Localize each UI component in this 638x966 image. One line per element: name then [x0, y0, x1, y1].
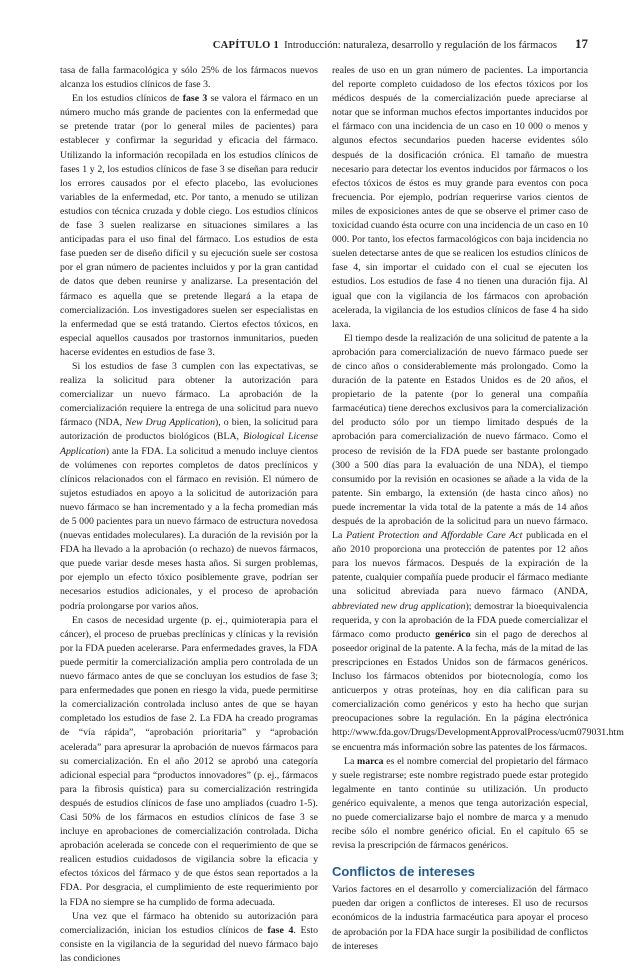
left-column — [60, 64, 318, 966]
term-italic: Patient Protection and Affordable Care Act — [346, 530, 523, 542]
paragraph: El tiempo desde la realización de una solicitud de patente a la aprobación para comercialización de nuevo fármaco puede ser de cinco años o considerablemente más prolongado. Como la duración de la patente en Estados Unidos es de 20 años, el propietario de la patente (por lo general una compañía farmacéutica) tiene derechos exclusivos para la comercialización del producto sólo por un tiempo limitado después de la aprobación para comercialización de nuevo fármaco. Como el proceso de revisión de la FDA puede ser bastante prolongado (300 a 500 días para la evaluación de una NDA), el tiempo consumido por la revisión en ocasiones se añade a la vida de la patente. Sin embargo, la extensión (de hasta cinco años) no puede incrementar la vida total de la patente a más de 14 años después de la aprobación de la solicitud para un nuevo fármaco. La Patient Protection and Affordable Care Act publicada en el año 2010 proporciona una protección de patentes por 12 años para los nuevos fármacos. Después de la expiración de la patente, cualquier compañía puede producir el fármaco mediante una solicitud abreviada para nuevo fármaco (ANDA, abbreviated new drug application); demostrar la bioequivalencia requerida, y con la aprobación de la FDA puede comercializar el fármaco como producto genérico sin el pago de derechos al poseedor original de la patente. A la fecha, más de la mitad de las prescripciones en Estados Unidos son de fármacos genéricos. Incluso los fármacos obtenidos por biotecnología, como los anticuerpos y otras proteínas, hoy en día califican para su comercialización como genéricos y esto ha hecho que surjan preocupaciones sobre la regulación. En la página electrónica http://www.fda.gov/Drugs/DevelopmentApprovalProcess/ucm079031.htm se encuentra más información sobre las patentes de los fármacos. — [332, 332, 624, 753]
paragraph: reales de uso en un gran número de pacientes. La importancia del reporte completo cuidadoso de los efectos tóxicos por los médicos después de la comercialización puede apreciarse al notar que se informan muchos efectos importantes inducidos por el fármaco con una incidencia de un caso en 10 000 o menos y algunos efectos secundarios pueden hacerse evidentes sólo después de la dosificación crónica. El tamaño de muestra necesario para detectar los eventos inducidos por fármacos o los efectos tóxicos de éstos es muy grande para eventos con poca frecuencia. Por ejemplo, podrían requerirse varios cientos de miles de exposiciones antes de que se observe el primer caso de toxicidad cuando ésta ocurre con una incidencia de un caso en 10 000. Por tanto, los efectos farmacológicos con baja incidencia no suelen detectarse antes de que se realicen los estudios clínicos de fase 4, sin importar el cuidado con el cual se ejecuten los estudios. Los estudios de fase 4 no tienen una duración fija. Al igual que con la vigilancia de los fármacos con aprobación acelerada, la vigilancia de los estudios clínicos de fase 4 ha sido laxa. — [332, 65, 588, 330]
term-bold: fase 4 — [267, 924, 294, 936]
paragraph: Una vez que el fármaco ha obtenido su autorización para comercialización, inician los estudios clínicos de fase 4. Esto consiste en la vigilancia de la seguridad del nuevo fármaco bajo las condiciones — [60, 910, 318, 964]
running-header — [60, 36, 588, 52]
term-bold: genérico — [435, 628, 471, 640]
paragraph: Varios factores en el desarrollo y comercialización del fármaco pueden dar origen a conflictos de intereses. El uso de recursos económicos de la industria farmacéutica para apoyar el proceso de aprobación por la FDA hace surgir la posibilidad de conflictos de intereses — [332, 884, 588, 952]
right-column — [332, 64, 624, 954]
paragraph: Si los estudios de fase 3 cumplen con las expectativas, se realiza la solicitud para obtener la autorización para comercializar un nuevo fármaco. La aprobación de la comercialización requiere la entrega de una solicitud para nuevo fármaco (NDA, New Drug Application), o bien, la solicitud para autorización de productos biológicos (BLA, Biological License Application) ante la FDA. La solicitud a menudo incluye cientos de volúmenes con reportes completos de datos preclínicos y clínicos relacionados con el fármaco en revisión. El número de sujetos estudiados en apoyo a la solicitud de autorización para nuevo fármaco se han incrementado y a la fecha promedian más de 5 000 pacientes para un nuevo fármaco de estructura novedosa (nuevas entidades moleculares). La duración de la revisión por la FDA ha llevado a la aprobación (o rechazo) de nuevos fármacos, que puede variar desde meses hasta años. Si surgen problemas, por ejemplo un efecto tóxico posiblemente grave, podrían ser necesarios estudios adicionales, y el proceso de aprobación podría prolongarse por varios años. — [60, 360, 318, 612]
paragraph: tasa de falla farmacológica y sólo 25% de los fármacos nuevos alcanza los estudios clínicos de fase 3. — [60, 65, 318, 91]
paragraph: En los estudios clínicos de fase 3 se valora el fármaco en un número mucho más grande de pacientes con la enfermedad que se pretende tratar (por lo general miles de pacientes) para establecer y confirmar la seguridad y eficacia del fármaco. Utilizando la información recopilada en los estudios clínicos de fases 1 y 2, los estudios clínicos de fase 3 se diseñan para reducir los errores causados por el efecto placebo, las evoluciones variables de la enfermedad, etc. Por tanto, a menudo se utilizan estudios con técnica cruzada y doble ciego. Los estudios clínicos de fase 3 suelen realizarse en situaciones similares a las anticipadas para el uso final del fármaco. Los estudios de esta fase pueden ser de diseño difícil y su ejecución suele ser costosa por el gran número de pacientes incluidos y por la gran cantidad de datos que deben reunirse y analizarse. La presentación del fármaco es aquella que se pretende llegará a la etapa de comercialización. Los investigadores suelen ser especialistas en la enfermedad que se está tratando. Ciertos efectos tóxicos, en especial aquellos causados por trastornos inmunitarios, pueden hacerse evidentes en estudios de fase 3. — [60, 93, 318, 358]
term-italic: Biological License Application — [60, 431, 318, 457]
term-bold: marca — [357, 755, 384, 767]
chapter-title: Introducción: naturaleza, desarrollo y regulación de los fármacos — [284, 40, 557, 51]
page-number: 17 — [575, 36, 588, 51]
chapter-label: CAPÍTULO 1 — [212, 40, 280, 51]
term-italic: New Drug Application — [125, 417, 215, 429]
term-bold: fase 3 — [182, 93, 208, 105]
paragraph: La marca es el nombre comercial del propietario del fármaco y suele registrarse; este nombre registrado puede estar protegido legalmente en tanto continúe su utilización. Un producto genérico equivalente, a menos que tenga autorización especial, no puede comercializarse bajo el nombre de marca y a menudo recibe sólo el nombre genérico oficial. En el capítulo 65 se revisa la prescripción de fármacos genéricos. — [332, 755, 588, 852]
paragraph: En casos de necesidad urgente (p. ej., quimioterapia para el cáncer), el proceso de pruebas preclínicas y clínicas y la revisión por la FDA pueden acelerarse. Para enfermedades graves, la FDA puede permitir la comercialización amplia pero controlada de un nuevo fármaco antes de que se concluyan los estudios de fase 3; para enfermedades que ponen en riesgo la vida, puede permitirse la comercialización controlada incluso antes de que se hayan completado los estudios de fase 2. La FDA ha creado programas de “vía rápida”, “aprobación prioritaria” y “aprobación acelerada” para apresurar la aprobación de nuevos fármacos para su comercialización. En el año 2012 se aprobó una categoría adicional especial para “productos innovadores” (p. ej., fármacos para la fibrosis quística) para su comercialización restringida después de estudios clínicos de fase uno ampliados (cuadro 1-5). Casi 50% de los fármacos en estudios clínicos de fase 3 se incluye en aprobaciones de comercialización controlada. Dicha aprobación acelerada se concede con el requerimiento de que se realicen estudios cuidadosos de vigilancia sobre la eficacia y efectos tóxicos del fármaco y de que éstos sean reportados a la FDA. Por desgracia, el cumplimiento de este requerimiento por la FDA no siempre se ha cumplido de forma adecuada. — [60, 614, 318, 908]
term-italic: abbreviated new drug application — [332, 600, 466, 612]
section-heading: Conflictos de intereses — [332, 864, 476, 880]
